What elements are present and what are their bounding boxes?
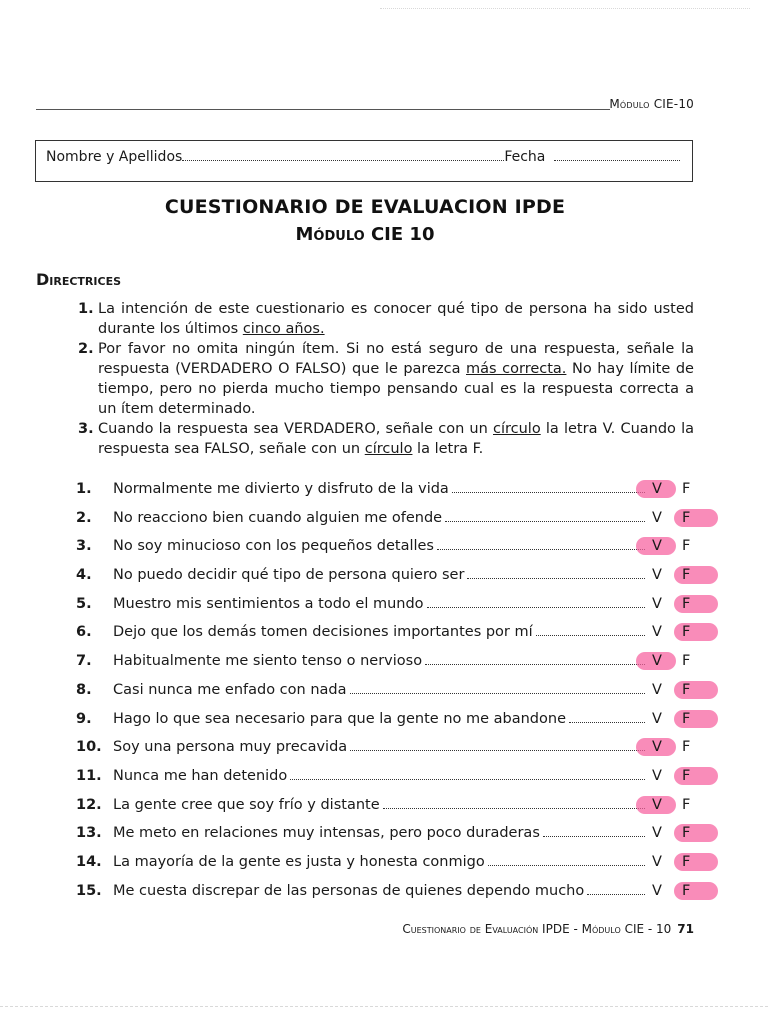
question-row [76,563,716,592]
question-text-line [113,682,645,698]
question-text: Normalmente me divierto y disfruto de la vida [113,481,449,497]
question-text-line [113,768,645,784]
question-row [76,879,716,908]
dot-leader [445,521,645,522]
option-false[interactable]: F [682,624,691,641]
question-number: 8. [76,681,92,698]
question-text-line [113,653,645,669]
dot-leader [350,750,645,751]
dot-leader [569,722,645,723]
dot-leader [488,865,645,866]
option-false[interactable]: F [682,481,691,497]
question-row [76,678,716,707]
option-false[interactable]: F [682,882,691,899]
directive-text: Cuando la respuesta sea VERDADERO, señale con un [98,421,493,437]
answer-highlight [674,710,718,728]
option-false[interactable]: F [682,796,691,813]
question-text-line [113,596,645,612]
answer-highlight [674,767,718,785]
directive-number: 3. [78,421,94,437]
name-date-box [35,140,693,182]
question-text: Soy una persona muy precavida [113,739,348,756]
question-text: La mayoría de la gente es justa y honesta conmigo [113,853,485,870]
option-false[interactable]: F [682,567,691,584]
question-row [76,707,716,736]
option-true[interactable]: V [652,567,662,584]
page-title: CUESTIONARIO DE EVALUACION IPDE [164,196,566,218]
directive-text: la letra V. Cuando la respuesta sea FALSO, señale con un [98,421,695,457]
question-row [76,764,716,793]
question-row [76,821,716,850]
dot-leader [350,693,646,694]
answer-highlight [674,623,718,641]
name-label: Nombre y Apellidos [46,149,183,165]
question-number: 7. [76,653,92,670]
question-text: No reacciono bien cuando alguien me ofende [113,509,443,526]
dot-leader [427,607,645,608]
question-text: Dejo que los demás tomen decisiones importantes por mí [113,624,533,641]
option-true[interactable]: V [652,681,662,698]
question-text: Me cuesta discrepar de las personas de quienes dependo mucho [113,882,585,899]
question-text: Habitualmente me siento tenso o nervioso [113,653,423,670]
question-text: Nunca me han detenido [113,767,288,784]
date-label: Fecha [504,149,546,165]
question-number: 15. [76,882,102,899]
question-text-line [113,481,645,497]
option-false[interactable]: F [682,595,691,612]
question-text-line [113,854,645,870]
option-true[interactable]: V [652,739,662,756]
question-row [76,506,716,535]
answer-highlight [674,509,718,527]
option-false[interactable]: F [682,509,691,526]
directive-number: 1. [78,301,94,317]
question-row [76,793,716,822]
option-true[interactable]: V [652,710,662,727]
option-true[interactable]: V [652,796,662,813]
questions-list [76,477,716,907]
directive-text: la letra F. [412,441,484,457]
question-number: 12. [76,796,102,813]
directive-emphasis: cinco años. [242,321,325,337]
question-text: La gente cree que soy frío y distante [113,796,380,813]
directive-item [78,299,694,339]
directive-emphasis: círculo [493,421,541,437]
question-text: Casi nunca me enfado con nada [113,681,347,698]
question-text-line [113,567,645,583]
option-true[interactable]: V [652,853,662,870]
question-row [76,735,716,764]
option-true[interactable]: V [652,481,662,497]
directives-heading: Directrices [36,270,122,289]
directives-list [78,299,694,459]
option-false[interactable]: F [682,825,691,842]
question-text-line [113,739,645,755]
option-true[interactable]: V [652,624,662,641]
question-number: 5. [76,595,92,612]
answer-highlight [674,824,718,842]
answer-highlight [674,853,718,871]
directive-emphasis: más correcta. [466,361,567,377]
directive-text: No hay límite de tiempo, pero no pierda mucho tiempo pensando cual es la respuesta correcta a un ítem determinado. [98,361,694,417]
option-true[interactable]: V [652,538,662,555]
question-row [76,534,716,563]
question-number: 14. [76,853,102,870]
question-number: 6. [76,624,92,641]
option-true[interactable]: V [652,595,662,612]
dot-leader [536,635,645,636]
question-row [76,620,716,649]
question-text-line [113,624,645,640]
scan-artifact-top [380,8,750,9]
question-text: Me meto en relaciones muy intensas, pero poco duraderas [113,825,540,842]
question-text: Muestro mis sentimientos a todo el mundo [113,595,424,612]
header-rule [36,109,610,110]
dot-leader [437,549,645,550]
answer-highlight [674,681,718,699]
answer-highlight [674,882,718,900]
answer-highlight [674,566,718,584]
answer-highlight [674,595,718,613]
dot-leader [383,808,645,809]
module-label: Módulo CIE-10 [609,97,694,111]
question-row [76,850,716,879]
page-footer [402,922,694,936]
dot-leader [543,836,645,837]
option-true[interactable]: V [652,825,662,842]
question-text-line [113,883,645,899]
question-number: 13. [76,825,102,842]
question-text-line [113,711,645,727]
option-false[interactable]: F [682,653,691,670]
footer-text: Cuestionario de Evaluación IPDE - Módulo CIE - 10 [402,922,672,936]
directive-item [78,339,694,419]
question-text: No soy minucioso con los pequeños detalles [113,538,434,555]
dot-leader [587,894,645,895]
question-number: 11. [76,767,102,784]
name-field[interactable] [182,160,504,161]
option-true[interactable]: V [652,882,662,899]
option-true[interactable]: V [652,653,662,670]
question-number: 3. [76,538,92,555]
directive-text: Por favor no omita ningún ítem. Si no está seguro de una respuesta, señale la respuesta (VERDADERO O FALSO) que le parezca [98,341,694,377]
question-row [76,649,716,678]
module-header [36,96,694,116]
question-number: 2. [76,509,92,526]
directive-item [78,419,694,459]
dot-leader [467,578,645,579]
date-field[interactable] [554,160,680,161]
directive-number: 2. [78,341,94,357]
option-false[interactable]: F [682,739,691,756]
question-number: 10. [76,739,102,756]
page-subtitle: Módulo CIE 10 [295,224,435,245]
directive-text: La intención de este cuestionario es conocer qué tipo de persona ha sido usted durante los últimos [98,301,694,337]
dot-leader [452,492,645,493]
question-number: 1. [76,481,92,497]
scan-artifact-bottom [0,1006,768,1007]
option-true[interactable]: V [652,767,662,784]
question-text-line [113,510,645,526]
question-text-line [113,538,645,554]
question-row [76,592,716,621]
question-number: 4. [76,567,92,584]
question-row [76,477,716,506]
dot-leader [425,664,645,665]
question-text-line [113,825,645,841]
question-text: Hago lo que sea necesario para que la gente no me abandone [113,710,566,727]
option-true[interactable]: V [652,509,662,526]
option-false[interactable]: F [682,710,691,727]
directive-emphasis: círculo [364,441,413,457]
option-false[interactable]: F [682,853,691,870]
option-false[interactable]: F [682,538,691,555]
option-false[interactable]: F [682,767,691,784]
question-text-line [113,797,645,813]
question-number: 9. [76,710,92,727]
dot-leader [290,779,645,780]
question-text: No puedo decidir qué tipo de persona quiero ser [113,567,465,584]
page-number: 71 [677,922,694,936]
option-false[interactable]: F [682,681,691,698]
